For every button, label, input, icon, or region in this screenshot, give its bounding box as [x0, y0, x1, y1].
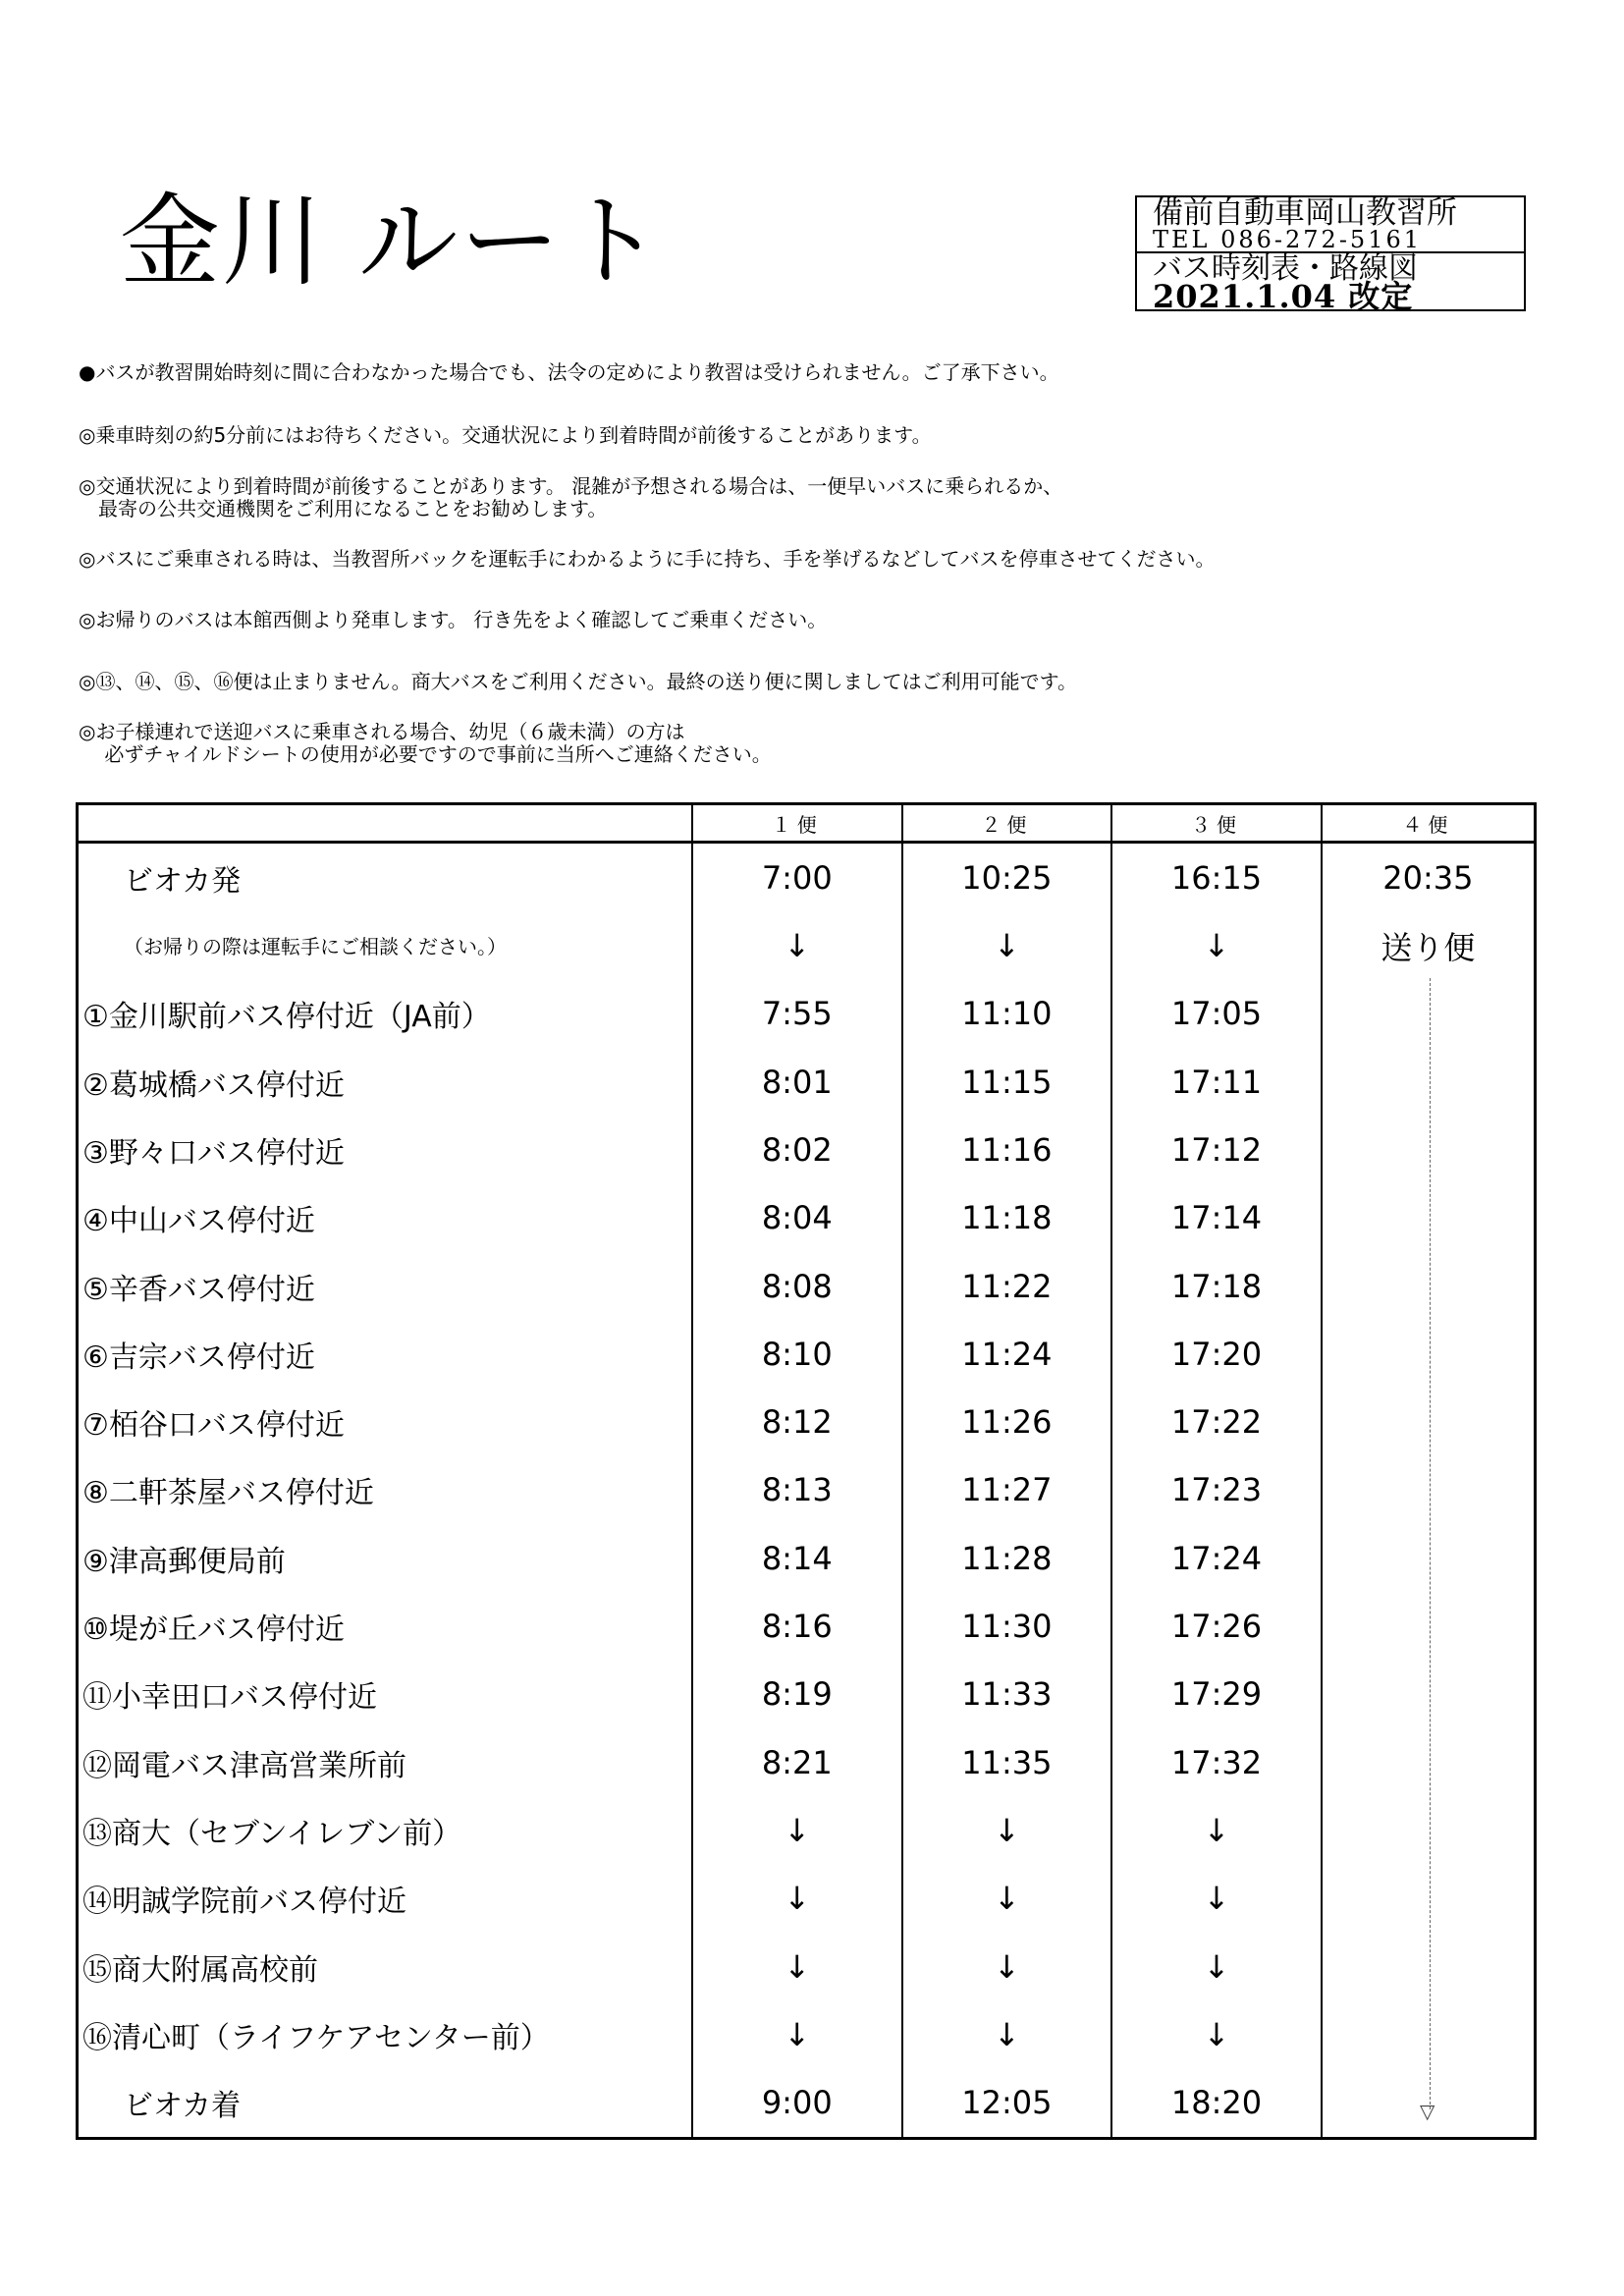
- time-cell-run-2: 11:15: [902, 1048, 1112, 1116]
- time-cell-run-2: 11:10: [902, 980, 1112, 1048]
- time-cell-run-4: [1322, 1933, 1536, 2000]
- table-header-row: [78, 804, 1536, 843]
- column-header-run-4: ４便: [1322, 804, 1536, 843]
- table-row: [78, 1048, 1536, 1116]
- table-row: [78, 1116, 1536, 1183]
- time-cell-run-4: [1322, 1048, 1536, 1116]
- table-row: [78, 980, 1536, 1048]
- time-cell-run-1: 8:16: [692, 1592, 902, 1660]
- stop-name: ⑦栢谷口バス停付近: [78, 1389, 692, 1456]
- time-cell-run-4: [1322, 1524, 1536, 1592]
- stop-name: ③野々口バス停付近: [78, 1116, 692, 1183]
- stop-name: ⑭明誠学院前バス停付近: [78, 1865, 692, 1933]
- time-cell-run-1: 8:02: [692, 1116, 902, 1183]
- time-cell-run-1: 7:00: [692, 843, 902, 912]
- time-cell-run-4: [1322, 1796, 1536, 1864]
- time-cell-run-2: ↓: [902, 1933, 1112, 2000]
- time-cell-run-3: 17:23: [1111, 1456, 1322, 1524]
- column-header-run-2: ２便: [902, 804, 1112, 843]
- time-cell-run-4: [1322, 1456, 1536, 1524]
- note-item: ●バスが教習開始時刻に間に合わなかった場合でも、法令の定めにより教習は受けられません。ご了承下さい。: [79, 360, 1059, 384]
- company-tel: TEL 086-272-5161: [1153, 226, 1423, 253]
- time-cell-run-1: ↓: [692, 2000, 902, 2068]
- send-route-dashed-line: [1430, 978, 1431, 2109]
- time-cell-run-2: 11:18: [902, 1184, 1112, 1252]
- table-row: [78, 1320, 1536, 1388]
- time-cell-run-1: ↓: [692, 1796, 902, 1864]
- time-cell-run-3: 18:20: [1111, 2069, 1322, 2139]
- stop-name: ⑩堤が丘バス停付近: [78, 1592, 692, 1660]
- time-cell-run-4: [1322, 1728, 1536, 1796]
- note-item: ◎交通状況により到着時間が前後することがあります。 混雑が予想される場合は、一便早いバスに乗られるか、 最寄の公共交通機関をご利用になることをお勧めします。: [79, 474, 1063, 520]
- time-cell-run-4: [1322, 1661, 1536, 1728]
- time-cell-run-2: 11:35: [902, 1728, 1112, 1796]
- stop-name: （お帰りの際は運転手にご相談ください。）: [78, 911, 692, 979]
- table-row: [78, 1865, 1536, 1933]
- note-item: ◎⑬、⑭、⑮、⑯便は止まりません。商大バスをご利用ください。最終の送り便に関しましてはご利用可能です。: [79, 670, 1078, 693]
- note-item: ◎乗車時刻の約5分前にはお待ちください。交通状況により到着時間が前後することがあります。: [79, 423, 932, 447]
- table-row: [78, 1728, 1536, 1796]
- time-cell-run-1: 8:13: [692, 1456, 902, 1524]
- time-cell-run-3: 17:20: [1111, 1320, 1322, 1388]
- table-row: [78, 1456, 1536, 1524]
- table-row: [78, 1592, 1536, 1660]
- table-row: [78, 2000, 1536, 2068]
- stop-name: ⑬商大（セブンイレブン前）: [78, 1796, 692, 1864]
- note-item: ◎お帰りのバスは本館西側より発車します。 行き先をよく確認してご乗車ください。: [79, 608, 828, 631]
- document-type: バス時刻表・路線図: [1153, 251, 1418, 286]
- time-cell-run-4: [1322, 1389, 1536, 1456]
- time-cell-run-2: 11:24: [902, 1320, 1112, 1388]
- time-cell-run-3: ↓: [1111, 2000, 1322, 2068]
- time-cell-run-2: ↓: [902, 2000, 1112, 2068]
- time-cell-run-3: ↓: [1111, 911, 1322, 979]
- table-row: [78, 1661, 1536, 1728]
- time-cell-run-2: 11:22: [902, 1252, 1112, 1320]
- time-cell-run-1: ↓: [692, 1933, 902, 2000]
- time-cell-run-2: 11:30: [902, 1592, 1112, 1660]
- timetable: [76, 802, 1537, 2140]
- stop-name: ビオカ発: [78, 843, 692, 912]
- table-row: [78, 1933, 1536, 2000]
- time-cell-run-3: ↓: [1111, 1796, 1322, 1864]
- time-cell-run-2: 11:28: [902, 1524, 1112, 1592]
- table-row: [78, 843, 1536, 912]
- time-cell-run-2: 11:16: [902, 1116, 1112, 1183]
- time-cell-run-3: 17:26: [1111, 1592, 1322, 1660]
- stop-name: ⑨津高郵便局前: [78, 1524, 692, 1592]
- stop-name: ビオカ着: [78, 2069, 692, 2139]
- table-row: [78, 1252, 1536, 1320]
- document-info: [1137, 251, 1524, 315]
- time-cell-run-2: 12:05: [902, 2069, 1112, 2139]
- time-cell-run-3: 17:12: [1111, 1116, 1322, 1183]
- time-cell-run-1: 8:14: [692, 1524, 902, 1592]
- time-cell-run-1: 8:01: [692, 1048, 902, 1116]
- time-cell-run-1: 8:21: [692, 1728, 902, 1796]
- time-cell-run-3: 17:22: [1111, 1389, 1322, 1456]
- time-cell-run-3: 17:11: [1111, 1048, 1322, 1116]
- column-header-stop: [78, 804, 692, 843]
- time-cell-run-1: ↓: [692, 911, 902, 979]
- time-cell-run-4: [1322, 1252, 1536, 1320]
- company-name: 備前自動車岡山教習所: [1153, 195, 1457, 231]
- time-cell-run-3: 17:24: [1111, 1524, 1322, 1592]
- time-cell-run-4: [1322, 980, 1536, 1048]
- table-row: [78, 1389, 1536, 1456]
- time-cell-run-2: 11:26: [902, 1389, 1112, 1456]
- time-cell-run-3: ↓: [1111, 1933, 1322, 2000]
- company-info-box: [1135, 195, 1526, 315]
- time-cell-run-2: 11:27: [902, 1456, 1112, 1524]
- stop-name: ⑯清心町（ライフケアセンター前）: [78, 2000, 692, 2068]
- time-cell-run-4: [1322, 1320, 1536, 1388]
- stop-name: ②葛城橋バス停付近: [78, 1048, 692, 1116]
- time-cell-run-1: 8:12: [692, 1389, 902, 1456]
- note-item: ◎お子様連れで送迎バスに乗車される場合、幼児（６歳未満）の方は 必ずチャイルドシートの使用が必要ですので事前に当所へご連絡ください。: [79, 720, 772, 766]
- table-row: [78, 1184, 1536, 1252]
- time-cell-run-4: 送り便: [1322, 911, 1536, 979]
- time-cell-run-3: 16:15: [1111, 843, 1322, 912]
- time-cell-run-4: [1322, 1116, 1536, 1183]
- time-cell-run-4: [1322, 1592, 1536, 1660]
- stop-name: ⑥吉宗バス停付近: [78, 1320, 692, 1388]
- table-row: [78, 2069, 1536, 2139]
- time-cell-run-3: 17:18: [1111, 1252, 1322, 1320]
- time-cell-run-4: [1322, 2000, 1536, 2068]
- stop-name: ⑮商大附属高校前: [78, 1933, 692, 2000]
- stop-name: ⑪小幸田口バス停付近: [78, 1661, 692, 1728]
- stop-name: ⑫岡電バス津高営業所前: [78, 1728, 692, 1796]
- revision-date: 2021.1.04 改定: [1153, 278, 1414, 315]
- time-cell-run-2: 10:25: [902, 843, 1112, 912]
- time-cell-run-3: ↓: [1111, 1865, 1322, 1933]
- time-cell-run-1: 8:19: [692, 1661, 902, 1728]
- time-cell-run-2: ↓: [902, 1796, 1112, 1864]
- column-header-run-3: ３便: [1111, 804, 1322, 843]
- stop-name: ①金川駅前バス停付近（JA前）: [78, 980, 692, 1048]
- stop-name: ④中山バス停付近: [78, 1184, 692, 1252]
- time-cell-run-3: 17:05: [1111, 980, 1322, 1048]
- stop-name: ⑧二軒茶屋バス停付近: [78, 1456, 692, 1524]
- time-cell-run-2: ↓: [902, 911, 1112, 979]
- send-route-arrow-icon: ▽: [1420, 2100, 1435, 2123]
- time-cell-run-1: 8:10: [692, 1320, 902, 1388]
- time-cell-run-1: 8:08: [692, 1252, 902, 1320]
- company-contact: [1137, 197, 1524, 253]
- page-title: 金川 ルート: [120, 184, 665, 301]
- time-cell-run-3: 17:32: [1111, 1728, 1322, 1796]
- table-row: [78, 1796, 1536, 1864]
- time-cell-run-1: 8:04: [692, 1184, 902, 1252]
- note-item: ◎バスにご乗車される時は、当教習所バックを運転手にわかるように手に持ち、手を挙げるなどしてバスを停車させてください。: [79, 547, 1216, 571]
- time-cell-run-4: [1322, 1184, 1536, 1252]
- time-cell-run-3: 17:29: [1111, 1661, 1322, 1728]
- time-cell-run-1: ↓: [692, 1865, 902, 1933]
- column-header-run-1: １便: [692, 804, 902, 843]
- table-row: [78, 1524, 1536, 1592]
- time-cell-run-2: ↓: [902, 1865, 1112, 1933]
- table-row: [78, 911, 1536, 979]
- time-cell-run-3: 17:14: [1111, 1184, 1322, 1252]
- time-cell-run-1: 9:00: [692, 2069, 902, 2139]
- time-cell-run-2: 11:33: [902, 1661, 1112, 1728]
- time-cell-run-4: 20:35: [1322, 843, 1536, 912]
- time-cell-run-4: [1322, 1865, 1536, 1933]
- stop-name: ⑤辛香バス停付近: [78, 1252, 692, 1320]
- time-cell-run-1: 7:55: [692, 980, 902, 1048]
